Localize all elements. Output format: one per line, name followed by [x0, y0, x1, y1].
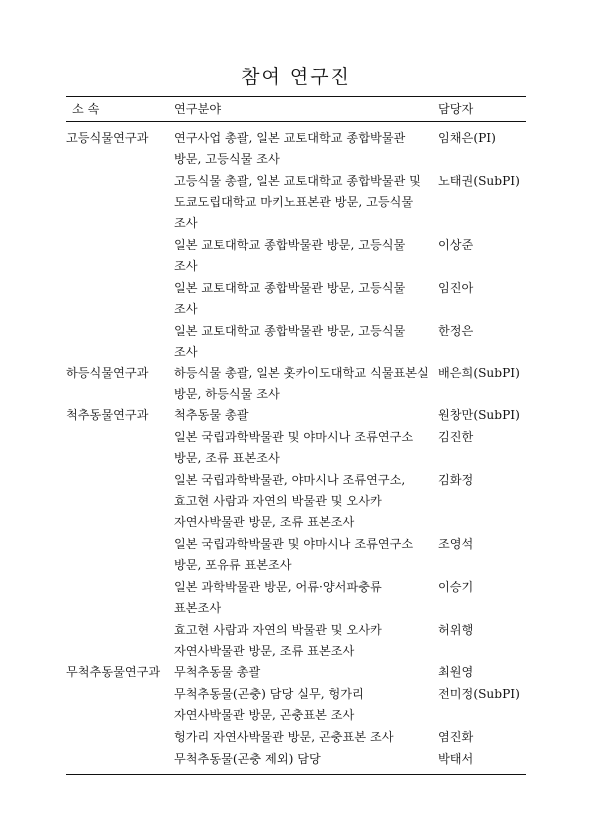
header-task: 연구분야 [170, 97, 436, 122]
table-row [66, 363, 526, 405]
task-cell: 일본 교토대학교 종합박물관 방문, 고등식물 조사 [174, 324, 406, 359]
task-cell: 일본 과학박물관 방문, 어류·양서파충류 표본조사 [174, 580, 382, 615]
person-cell: 조영석 [438, 537, 474, 551]
dept-cell: 고등식물연구과 [66, 131, 149, 145]
person-cell: 노태권(SubPI) [438, 174, 520, 188]
task-cell: 연구사업 총괄, 일본 교토대학교 종합박물관 방문, 고등식물 조사 [174, 131, 406, 166]
dept-cell [66, 469, 170, 533]
dept-cell [66, 748, 170, 775]
table-row [66, 576, 526, 619]
task-cell: 무척추동물 총괄 [174, 665, 261, 679]
dept-cell: 하등식물연구과 [66, 366, 149, 380]
table-row [66, 426, 526, 469]
person-cell: 전미정(SubPI) [438, 687, 520, 701]
task-cell: 무척추동물(곤충 제외) 담당 [170, 748, 436, 775]
dept-cell: 무척추동물연구과 [66, 665, 161, 679]
dept-cell [66, 170, 170, 234]
dept-cell [66, 619, 170, 662]
task-cell: 척추동물 총괄 [174, 408, 249, 422]
dept-cell [66, 726, 170, 748]
dept-cell [66, 426, 170, 469]
table-row [66, 726, 526, 748]
task-cell: 하등식물 총괄, 일본 홋카이도대학교 식물표본실 방문, 하등식물 조사 [174, 366, 429, 401]
dept-cell [66, 277, 170, 320]
table-row [66, 619, 526, 662]
dept-cell [66, 533, 170, 576]
table-row [66, 405, 526, 426]
dept-cell [66, 320, 170, 363]
person-cell: 이승기 [438, 580, 474, 594]
task-cell: 무척추동물(곤충) 담당 실무, 헝가리 자연사박물관 방문, 곤충표본 조사 [174, 687, 364, 722]
dept-cell [66, 576, 170, 619]
table-row [66, 170, 526, 234]
table-row [66, 748, 526, 775]
research-team-table [66, 96, 526, 775]
person-cell: 한정은 [438, 324, 474, 338]
table-body [66, 122, 526, 775]
task-cell: 일본 교토대학교 종합박물관 방문, 고등식물 조사 [174, 238, 406, 273]
person-cell: 박태서 [436, 748, 526, 775]
person-cell: 이상준 [438, 238, 474, 252]
dept-cell [66, 683, 170, 726]
person-cell: 임진아 [438, 281, 474, 295]
person-cell: 임채은(PI) [438, 131, 496, 145]
task-cell: 효고현 사람과 자연의 박물관 및 오사카 자연사박물관 방문, 조류 표본조사 [174, 623, 382, 658]
table-row [66, 469, 526, 533]
person-cell: 염진화 [438, 730, 474, 744]
table-row [66, 683, 526, 726]
table-row [66, 234, 526, 277]
task-cell: 일본 국립과학박물관 및 야마시나 조류연구소 방문, 포유류 표본조사 [174, 537, 414, 572]
person-cell: 김화정 [438, 473, 474, 487]
header-dept: 소 속 [66, 97, 170, 122]
person-cell: 김진한 [438, 430, 474, 444]
task-cell: 일본 교토대학교 종합박물관 방문, 고등식물 조사 [174, 281, 406, 316]
task-cell: 헝가리 자연사박물관 방문, 곤충표본 조사 [174, 730, 394, 744]
table-row [66, 320, 526, 363]
dept-cell: 척추동물연구과 [66, 408, 149, 422]
table-row [66, 277, 526, 320]
person-cell: 배은희(SubPI) [438, 366, 520, 380]
page-title: 참여 연구진 [241, 66, 351, 88]
task-cell: 고등식물 총괄, 일본 교토대학교 종합박물관 및 도쿄도립대학교 마키노표본관 방문, 고등식물 조사 [174, 174, 421, 230]
person-cell: 원창만(SubPI) [438, 408, 520, 422]
person-cell: 최원영 [438, 665, 474, 679]
table-row [66, 533, 526, 576]
dept-cell [66, 234, 170, 277]
person-cell: 허위행 [438, 623, 474, 637]
task-cell: 일본 국립과학박물관 및 야마시나 조류연구소 방문, 조류 표본조사 [174, 430, 414, 465]
table-header-row [66, 97, 526, 122]
header-person: 담당자 [436, 97, 526, 122]
table-row [66, 662, 526, 683]
table-row [66, 122, 526, 171]
task-cell: 일본 국립과학박물관, 야마시나 조류연구소, 효고현 사람과 자연의 박물관 및 오사카 자연사박물관 방문, 조류 표본조사 [174, 473, 406, 529]
